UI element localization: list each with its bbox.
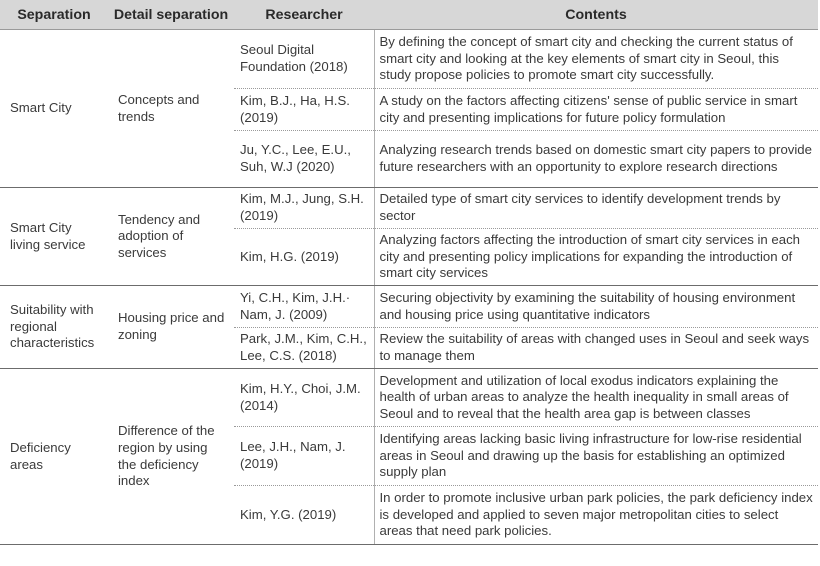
header-row: [0, 0, 818, 30]
researcher-cell: Kim, B.J., Ha, H.S. (2019): [234, 89, 374, 131]
researcher-cell: Park, J.M., Kim, C.H., Lee, C.S. (2018): [234, 328, 374, 369]
contents-cell: By defining the concept of smart city and checking the current status of smart city and looking at the key elements of smart city in Seoul, this study propose policies to promote smart city successfully.: [374, 30, 818, 89]
researcher-cell: Kim, Y.G. (2019): [234, 486, 374, 545]
separation-cell: Suitability with regional characteristics: [0, 286, 108, 369]
contents-cell: Detailed type of smart city services to identify development trends by sector: [374, 188, 818, 229]
contents-cell: Review the suitability of areas with changed uses in Seoul and seek ways to manage them: [374, 328, 818, 369]
detail-cell: Concepts and trends: [108, 30, 234, 188]
contents-cell: Analyzing factors affecting the introduction of smart city services in each city and presenting policy implications for expanding the introduction of smart city services: [374, 229, 818, 286]
detail-cell: Housing price and zoning: [108, 286, 234, 369]
researcher-cell: Ju, Y.C., Lee, E.U., Suh, W.J (2020): [234, 131, 374, 188]
separation-cell: Smart City living service: [0, 188, 108, 286]
detail-cell: Tendency and adoption of services: [108, 188, 234, 286]
table-row: [0, 369, 818, 427]
researcher-cell: Kim, M.J., Jung, S.H. (2019): [234, 188, 374, 229]
contents-cell: Development and utilization of local exodus indicators explaining the health of urban areas to analyze the health inequality in small areas of Seoul and to reveal that the health area gap is between classes: [374, 369, 818, 427]
header-researcher: Researcher: [234, 0, 374, 30]
contents-cell: In order to promote inclusive urban park policies, the park deficiency index is developed and applied to seven major metropolitan cities to select areas that need park policies.: [374, 486, 818, 545]
header-detail-separation: Detail separation: [108, 0, 234, 30]
researcher-cell: Kim, H.G. (2019): [234, 229, 374, 286]
header-contents: Contents: [374, 0, 818, 30]
researcher-cell: Yi, C.H., Kim, J.H.· Nam, J. (2009): [234, 286, 374, 328]
researcher-cell: Seoul Digital Foundation (2018): [234, 30, 374, 89]
separation-cell: Smart City: [0, 30, 108, 188]
contents-cell: A study on the factors affecting citizens' sense of public service in smart city and presenting implications for future policy formulation: [374, 89, 818, 131]
contents-cell: Securing objectivity by examining the suitability of housing environment and housing price using quantitative indicators: [374, 286, 818, 328]
contents-cell: Analyzing research trends based on domestic smart city papers to provide future researchers with an opportunity to explore research directions: [374, 131, 818, 188]
detail-cell: Difference of the region by using the deficiency index: [108, 369, 234, 545]
table-row: [0, 188, 818, 229]
table-row: [0, 286, 818, 328]
separation-cell: Deficiency areas: [0, 369, 108, 545]
contents-cell: Identifying areas lacking basic living infrastructure for low-rise residential areas in Seoul and drawing up the basis for establishing an optimized supply plan: [374, 427, 818, 486]
table-row: [0, 30, 818, 89]
researcher-cell: Lee, J.H., Nam, J. (2019): [234, 427, 374, 486]
researcher-cell: Kim, H.Y., Choi, J.M. (2014): [234, 369, 374, 427]
header-separation: Separation: [0, 0, 108, 30]
